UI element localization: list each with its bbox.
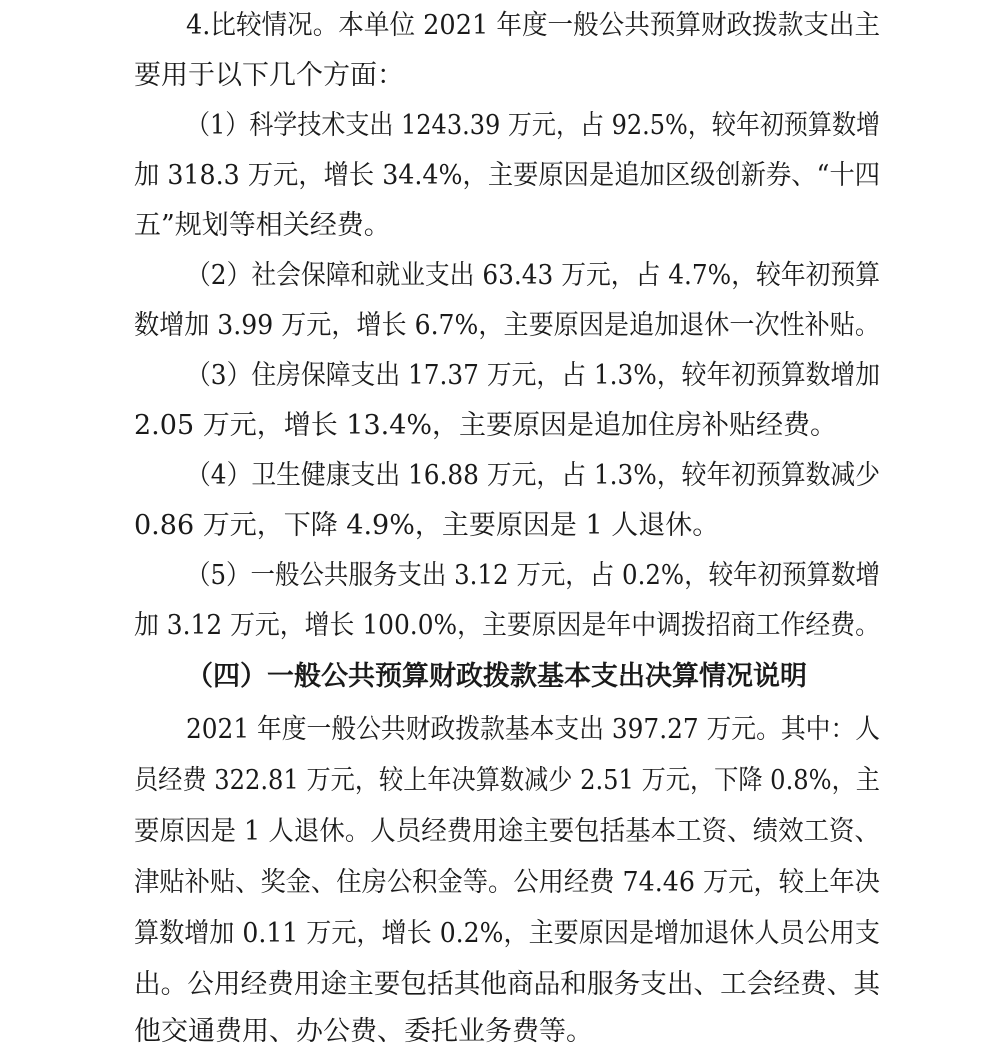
text-line <box>0 306 999 346</box>
text-line <box>0 506 999 546</box>
text-line <box>0 1012 999 1052</box>
line-text: 加 318.3 万元，增长 34.4%，主要原因是追加区级创新券、“十四 <box>134 160 881 191</box>
text-line <box>0 206 999 246</box>
text-line <box>0 256 999 296</box>
line-text: 算数增加 0.11 万元，增长 0.2%，主要原因是增加退休人员公用支 <box>134 918 880 949</box>
line-text: 2021 年度一般公共财政拨款基本支出 397.27 万元。其中：人 <box>186 714 881 745</box>
line-text: （4）卫生健康支出 16.88 万元，占 1.3%，较年初预算数减少 <box>186 460 881 491</box>
text-line <box>0 710 999 750</box>
heading-text: （四）一般公共预算财政拨款基本支出决算情况说明 <box>186 661 807 692</box>
text-line <box>0 106 999 146</box>
line-text: 五”规划等相关经费。 <box>134 210 391 241</box>
line-text: 2.05 万元，增长 13.4%，主要原因是追加住房补贴经费。 <box>134 410 838 441</box>
line-text: （1）科学技术支出 1243.39 万元，占 92.5%，较年初预算数增 <box>186 110 880 141</box>
text-line <box>0 556 999 596</box>
text-line <box>0 356 999 396</box>
text-line <box>0 6 999 46</box>
line-text: 数增加 3.99 万元，增长 6.7%，主要原因是追加退休一次性补贴。 <box>134 310 880 341</box>
line-text: 4.比较情况。本单位 2021 年度一般公共预算财政拨款支出主 <box>186 10 881 41</box>
line-text: 员经费 322.81 万元，较上年决算数减少 2.51 万元，下降 0.8%，主 <box>134 765 880 796</box>
section-heading <box>0 657 999 697</box>
text-line <box>0 456 999 496</box>
line-text: （2）社会保障和就业支出 63.43 万元，占 4.7%，较年初预算 <box>186 260 881 291</box>
line-text: 加 3.12 万元，增长 100.0%，主要原因是年中调拨招商工作经费。 <box>134 610 881 641</box>
text-line <box>0 606 999 646</box>
text-line <box>0 965 999 1005</box>
text-line <box>0 812 999 852</box>
line-text: 0.86 万元，下降 4.9%，主要原因是 1 人退休。 <box>134 510 720 541</box>
text-line <box>0 156 999 196</box>
text-line <box>0 914 999 954</box>
line-text: （3）住房保障支出 17.37 万元，占 1.3%，较年初预算数增加 <box>186 360 881 391</box>
line-text: 要用于以下几个方面： <box>134 60 404 91</box>
line-text: 津贴补贴、奖金、住房公积金等。公用经费 74.46 万元，较上年决 <box>134 867 880 898</box>
line-text: 要原因是 1 人退休。人员经费用途主要包括基本工资、绩效工资、 <box>134 816 881 847</box>
text-line <box>0 761 999 801</box>
line-text: 他交通费用、办公费、委托业务费等。 <box>134 1016 593 1047</box>
text-line <box>0 406 999 446</box>
line-text: 出。公用经费用途主要包括其他商品和服务支出、工会经费、其 <box>134 969 881 1000</box>
text-line <box>0 863 999 903</box>
text-line <box>0 56 999 96</box>
line-text: （5）一般公共服务支出 3.12 万元，占 0.2%，较年初预算数增 <box>186 560 880 591</box>
